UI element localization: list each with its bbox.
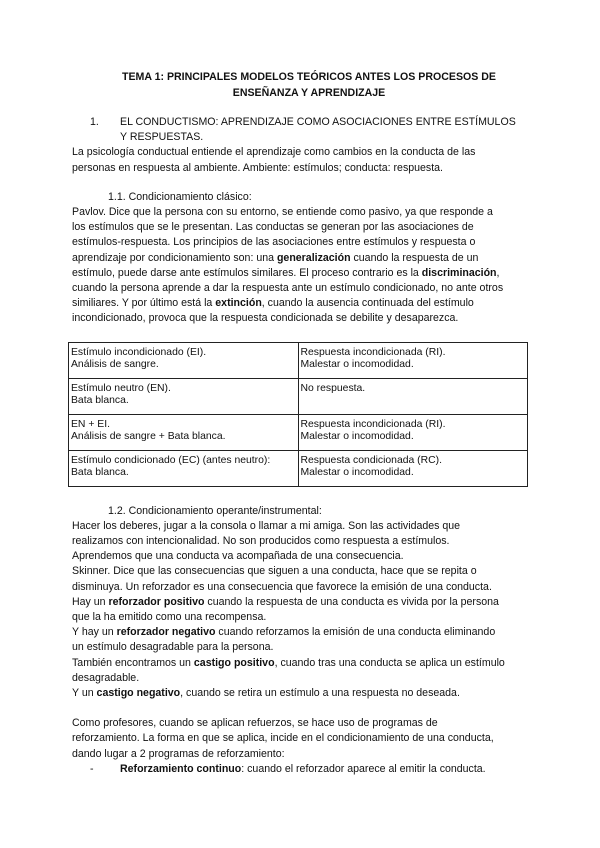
text-run: que la ha emitido como una recompensa. <box>72 611 267 624</box>
text-line <box>72 251 532 266</box>
cell-text: Estímulo condicionado (EC) (antes neutro): <box>71 454 271 466</box>
text-run: , cuando tras una conducta se aplica un estímulo <box>274 656 505 669</box>
text-run: Hacer los deberes, jugar a la consola o llamar a mi amiga. Son las actividades que <box>72 519 461 532</box>
operant-paragraph <box>72 519 532 701</box>
text-run: , cuando se retira un estímulo a una respuesta no deseada. <box>180 687 460 700</box>
text-run: , <box>496 266 500 279</box>
text-run: aprendizaje por condicionamiento son: una <box>72 251 277 264</box>
programs-paragraph <box>72 716 532 762</box>
text-run: Y un <box>72 687 97 700</box>
text-run: similiares. Y por último está la <box>72 297 216 310</box>
subsection-heading: 1.2. Condicionamiento operante/instrumental: <box>108 504 322 517</box>
title-line: TEMA 1: PRINCIPALES MODELOS TEÓRICOS ANTES LOS PROCESOS DE <box>122 71 496 83</box>
text-run: incondicionado, provoca que la respuesta condicionada se debilite y desaparezca. <box>72 312 459 325</box>
cell-text: No respuesta. <box>300 382 366 394</box>
cell-text: Malestar o incomodidad. <box>300 431 414 443</box>
text-line <box>72 534 532 549</box>
cell-text: Bata blanca. <box>71 395 129 407</box>
text-run: estímulo, puede darse ante estímulos similares. El proceso contrario es la <box>72 266 422 279</box>
intro-paragraph <box>72 145 532 175</box>
text-line <box>72 145 532 160</box>
text-line <box>72 161 532 176</box>
document-title <box>86 69 532 101</box>
cell-text: Bata blanca. <box>71 467 129 479</box>
text-line <box>72 580 532 595</box>
cell-text: Respuesta incondicionada (RI). <box>300 418 446 430</box>
text-line <box>72 640 532 655</box>
text-line <box>72 564 532 579</box>
bold-term: discriminación <box>421 266 497 279</box>
table-cell <box>69 450 299 486</box>
bullet-dash: - <box>90 762 94 775</box>
section-heading <box>72 115 532 145</box>
text-run: Aprendemos que una conducta va acompañada de una consecuencia. <box>72 550 404 563</box>
text-line <box>72 235 532 250</box>
text-run: reforzamiento. La forma en que se aplica, incide en el condicionamiento de una conducta, <box>72 732 494 745</box>
cell-text: Estímulo neutro (EN). <box>71 382 171 394</box>
cell-text: EN + EI. <box>71 418 110 430</box>
bold-term: generalización <box>276 251 351 264</box>
section-number: 1. <box>90 116 99 128</box>
text-run: cuando la respuesta de una conducta es vivida por la persona <box>204 595 499 608</box>
text-line <box>72 205 532 220</box>
cell-text: Respuesta incondicionada (RI). <box>300 346 446 358</box>
text-line <box>72 549 532 564</box>
text-run: : cuando el reforzador aparece al emitir la conducta. <box>241 762 486 775</box>
cell-text: Respuesta condicionada (RC). <box>300 454 443 466</box>
text-run: Y hay un <box>72 626 117 639</box>
document-page <box>72 69 532 777</box>
cell-text: Análisis de sangre. <box>71 359 159 371</box>
text-line <box>72 595 532 610</box>
bold-term: Reforzamiento continuo <box>120 762 242 775</box>
bullet-list <box>72 762 532 777</box>
cell-text: Estímulo incondicionado (EI). <box>71 346 207 358</box>
text-line <box>72 281 532 296</box>
table-cell <box>298 342 528 378</box>
text-run: dando lugar a 2 programas de reforzamiento: <box>72 747 285 760</box>
text-run: estímulos-respuesta. Los principios de las asociaciones entre estímulos y respuesta o <box>72 236 476 249</box>
text-run: cuando la respuesta de un <box>350 251 479 264</box>
text-line <box>72 311 532 326</box>
table-row <box>69 414 528 450</box>
text-run: realizamos con intencionalidad. No son producidos como respuesta a estímulos. <box>72 535 450 548</box>
text-line <box>72 686 532 701</box>
classical-paragraph <box>72 205 532 327</box>
text-run: un estímulo desagradable para la persona. <box>72 641 274 654</box>
text-run: disminuya. Un reforzador es una consecuencia que favorece la emisión de una conducta. <box>72 580 492 593</box>
text-line <box>72 610 532 625</box>
text-line <box>72 747 532 762</box>
text-run: Hay un <box>72 595 109 608</box>
table-row <box>69 450 528 486</box>
cell-text: Análisis de sangre + Bata blanca. <box>71 431 226 443</box>
section-heading-text: Y RESPUESTAS. <box>120 131 204 144</box>
text-line <box>72 731 532 746</box>
text-run: Skinner. Dice que las consecuencias que siguen a una conducta, hace que se repita o <box>72 565 477 578</box>
section-heading-text: EL CONDUCTISMO: APRENDIZAJE COMO ASOCIACIONES ENTRE ESTÍMULOS <box>120 116 516 128</box>
table-cell <box>298 414 528 450</box>
table-cell <box>69 342 299 378</box>
text-run: También encontramos un <box>72 656 194 669</box>
table-cell <box>69 378 299 414</box>
bold-term: reforzador positivo <box>108 595 205 608</box>
text-line <box>72 519 532 534</box>
text-run: Pavlov. Dice que la persona con su entorno, se entiende como pasivo, ya que responde a <box>72 206 493 219</box>
cell-text: Malestar o incomodidad. <box>300 359 414 371</box>
text-line <box>72 716 532 731</box>
bold-term: castigo negativo <box>96 687 181 700</box>
text-line <box>72 220 532 235</box>
text-line <box>72 671 532 686</box>
text-line <box>72 656 532 671</box>
cell-text: Malestar o incomodidad. <box>300 467 414 479</box>
text-line <box>72 266 532 281</box>
text-run: cuando la persona aprende a dar la respuesta ante un estímulo condicionado, no ante otros <box>72 282 504 295</box>
list-item <box>72 762 532 777</box>
text-run: personas en respuesta al ambiente. Ambiente: estímulos; conducta: respuesta. <box>72 161 443 174</box>
text-run: La psicología conductual entiende el aprendizaje como cambios en la conducta de las <box>72 146 476 159</box>
conditioning-table <box>68 342 528 487</box>
text-run: Como profesores, cuando se aplican refuerzos, se hace uso de programas de <box>72 717 438 730</box>
bold-term: reforzador negativo <box>116 626 216 639</box>
text-line <box>72 625 532 640</box>
table-cell <box>69 414 299 450</box>
text-run: los estímulos que se le presentan. Las conductas se generan por las asociaciones de <box>72 221 474 234</box>
table-cell <box>298 378 528 414</box>
table-row <box>69 378 528 414</box>
text-line <box>72 296 532 311</box>
bold-term: castigo positivo <box>193 656 275 669</box>
table-row <box>69 342 528 378</box>
subsection-heading: 1.1. Condicionamiento clásico: <box>108 190 252 203</box>
text-run: desagradable. <box>72 671 140 684</box>
text-run: , cuando la ausencia continuada del estímulo <box>261 297 474 310</box>
table-cell <box>298 450 528 486</box>
text-run: cuando reforzamos la emisión de una conducta eliminando <box>215 626 496 639</box>
bold-term: extinción <box>215 297 262 310</box>
title-line: ENSEÑANZA Y APRENDIZAJE <box>232 87 386 99</box>
